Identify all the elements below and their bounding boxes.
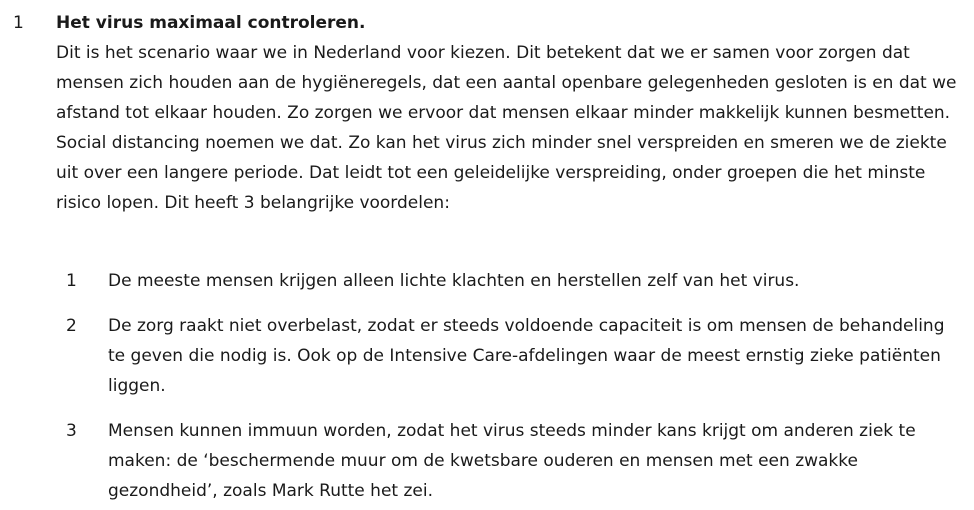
advantage-number: 1 xyxy=(66,271,77,291)
advantage-text: De zorg raakt niet overbelast, zodat er steeds voldoende capaciteit is om mensen de behandeling te geven die nodig is. Ook op de Intensive Care-afdelingen waar de meest ernstig zieke patiënten liggen. xyxy=(108,316,945,396)
advantages-list xyxy=(0,266,974,510)
advantage-text: Mensen kunnen immuun worden, zodat het virus steeds minder kans krijgt om anderen ziek te maken: de ‘beschermende muur om de kwetsbare ouderen en mensen met een zwakke gezondheid’, zoals Mark Rutte het zei. xyxy=(108,421,916,501)
list-item xyxy=(0,311,974,401)
list-item-number: 1 xyxy=(13,13,24,33)
item-body-paragraph: Dit is het scenario waar we in Nederland voor kiezen. Dit betekent dat we er samen voor zorgen dat mensen zich houden aan de hygiëneregels, dat een aantal openbare gelegenheden gesloten is en dat we afstand tot elkaar houden. Zo zorgen we ervoor dat mensen elkaar minder makkelijk kunnen besmetten. Social distancing noemen we dat. Zo kan het virus zich minder snel verspreiden en smeren we de ziekte uit over een langere periode. Dat leidt tot een geleidelijke verspreiding, onder groepen die het minste risico lopen. Dit heeft 3 belangrijke voordelen: xyxy=(56,43,957,213)
advantage-number: 3 xyxy=(66,421,77,441)
item-title: Het virus maximaal controleren. xyxy=(56,13,366,33)
list-item-content xyxy=(56,8,961,218)
advantage-text: De meeste mensen krijgen alleen lichte klachten en herstellen zelf van het virus. xyxy=(108,271,800,291)
list-item xyxy=(0,416,974,506)
list-item xyxy=(0,266,974,296)
advantage-number: 2 xyxy=(66,316,77,336)
